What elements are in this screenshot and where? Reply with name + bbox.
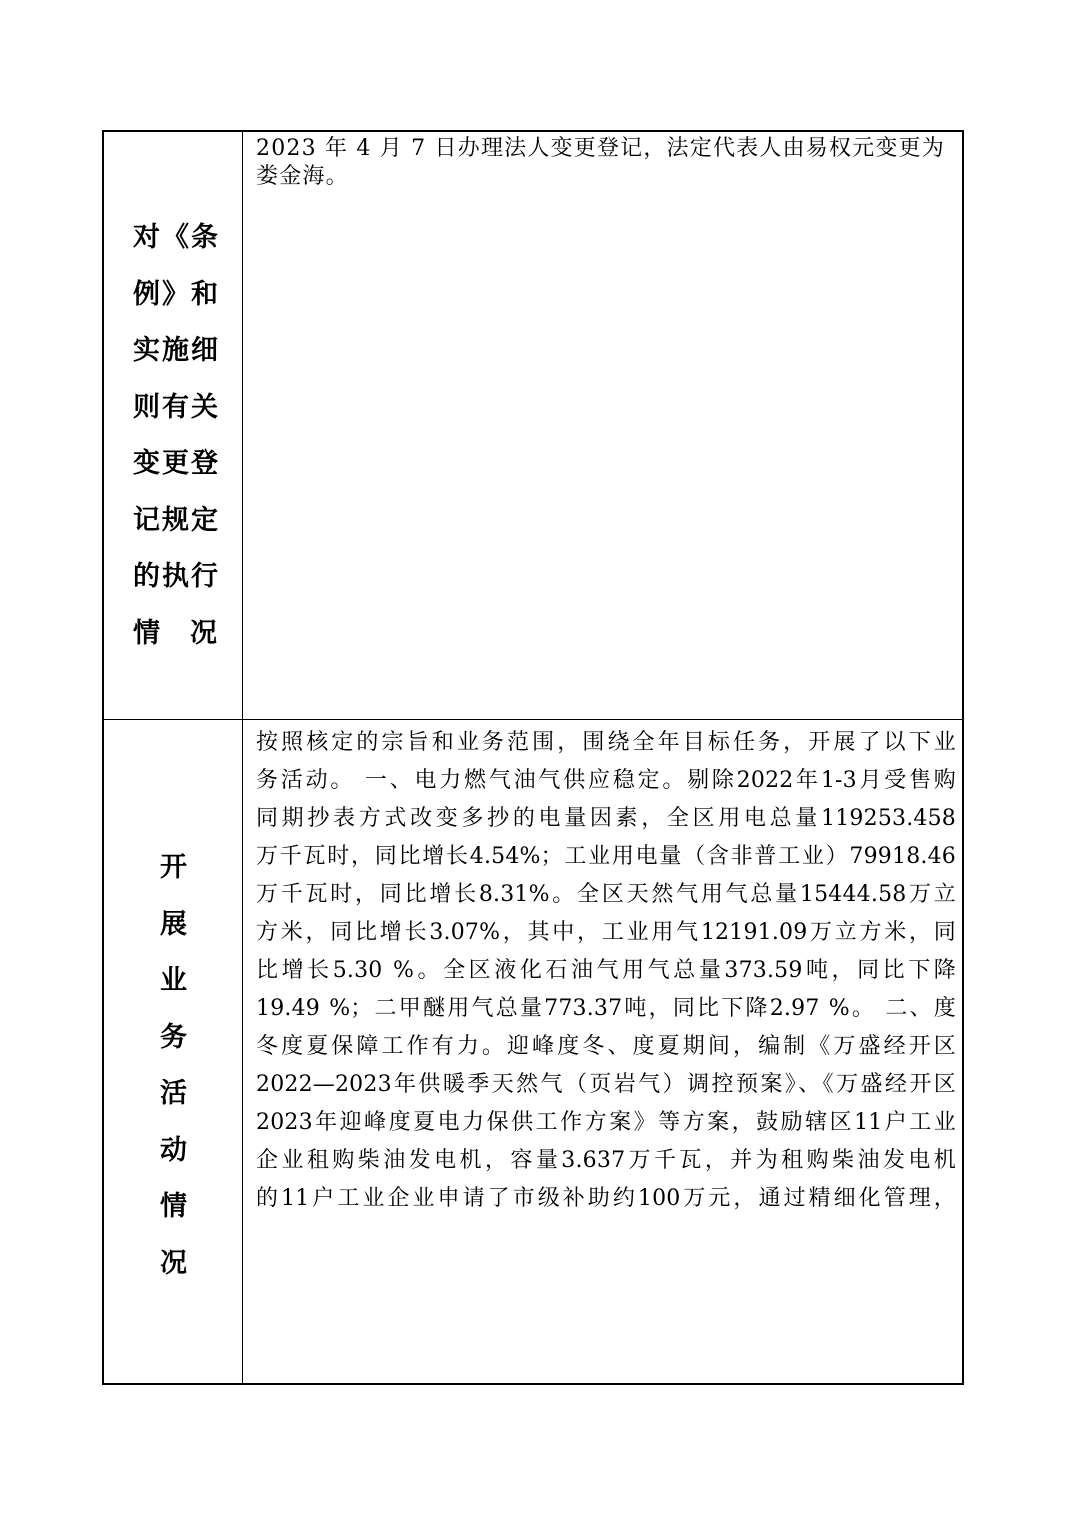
row-label-text: 对《条例》和实施细则有关变更登记规定的执行 xyxy=(133,222,220,592)
text-line: 同期抄表方式改变多抄的电量因素，全区用电总量119253.458 xyxy=(256,806,956,831)
row-label-char: 展 xyxy=(160,908,187,940)
row-label-char: 情 xyxy=(133,617,162,649)
table-row-business-activities xyxy=(104,720,962,1383)
text-line: 2022—2023年供暖季天然气（页岩气）调控预案》、《万盛经开区 xyxy=(256,1072,956,1097)
text-line: 冬度夏保障工作有力。迎峰度冬、度夏期间，编制《万盛经开区 xyxy=(256,1034,956,1059)
text-line: 按照核定的宗旨和业务范围，围绕全年目标任务，开展了以下业 xyxy=(256,730,956,755)
row-label-char: 情 xyxy=(160,1191,187,1222)
text-line: 19.49 %；二甲醚用气总量773.37吨，同比下降2.97 %。 二、度 xyxy=(256,996,956,1021)
row-label-cell xyxy=(104,132,243,719)
row-label-change-registration xyxy=(133,210,223,662)
text-line: 企业租购柴油发电机，容量3.637万千瓦，并为租购柴油发电机 xyxy=(256,1148,956,1173)
info-table xyxy=(102,130,964,1385)
text-line: 2023年迎峰度夏电力保供工作方案》等方案，鼓励辖区11户工业 xyxy=(256,1110,956,1135)
row-content-cell xyxy=(244,132,962,719)
row-label-char: 业 xyxy=(160,965,187,996)
business-activities-text xyxy=(256,724,956,1218)
text-line: 比增长5.30 %。全区液化石油气用气总量373.59吨，同比下降 xyxy=(256,958,956,983)
row-label-char: 活 xyxy=(160,1078,187,1109)
text-line: 万千瓦时，同比增长4.54%；工业用电量（含非普工业）79918.46 xyxy=(256,844,956,869)
row-label-business-activities xyxy=(160,840,190,1292)
row-content-cell xyxy=(244,720,962,1383)
row-label-char: 开 xyxy=(160,852,187,883)
row-label-char: 况 xyxy=(190,617,219,649)
row-label-char: 况 xyxy=(160,1247,187,1279)
text-line: 的11户工业企业申请了市级补助约100万元，通过精细化管理， xyxy=(256,1186,956,1211)
table-row-change-registration xyxy=(104,132,962,720)
row-label-cell xyxy=(104,720,243,1383)
text-line: 务活动。 一、电力燃气油气供应稳定。剔除2022年1-3月受售购 xyxy=(256,768,956,793)
row-label-char: 动 xyxy=(160,1134,187,1166)
text-line: 万千瓦时，同比增长8.31%。全区天然气用气总量15444.58万立 xyxy=(256,882,956,907)
row-label-char: 务 xyxy=(160,1021,187,1053)
text-line: 方米，同比增长3.07%，其中，工业用气12191.09万立方米，同 xyxy=(256,920,956,945)
change-registration-text: 2023 年 4 月 7 日办理法人变更登记，法定代表人由易权元变更为娄金海。 xyxy=(256,136,945,189)
row-label-last-line xyxy=(133,606,219,663)
